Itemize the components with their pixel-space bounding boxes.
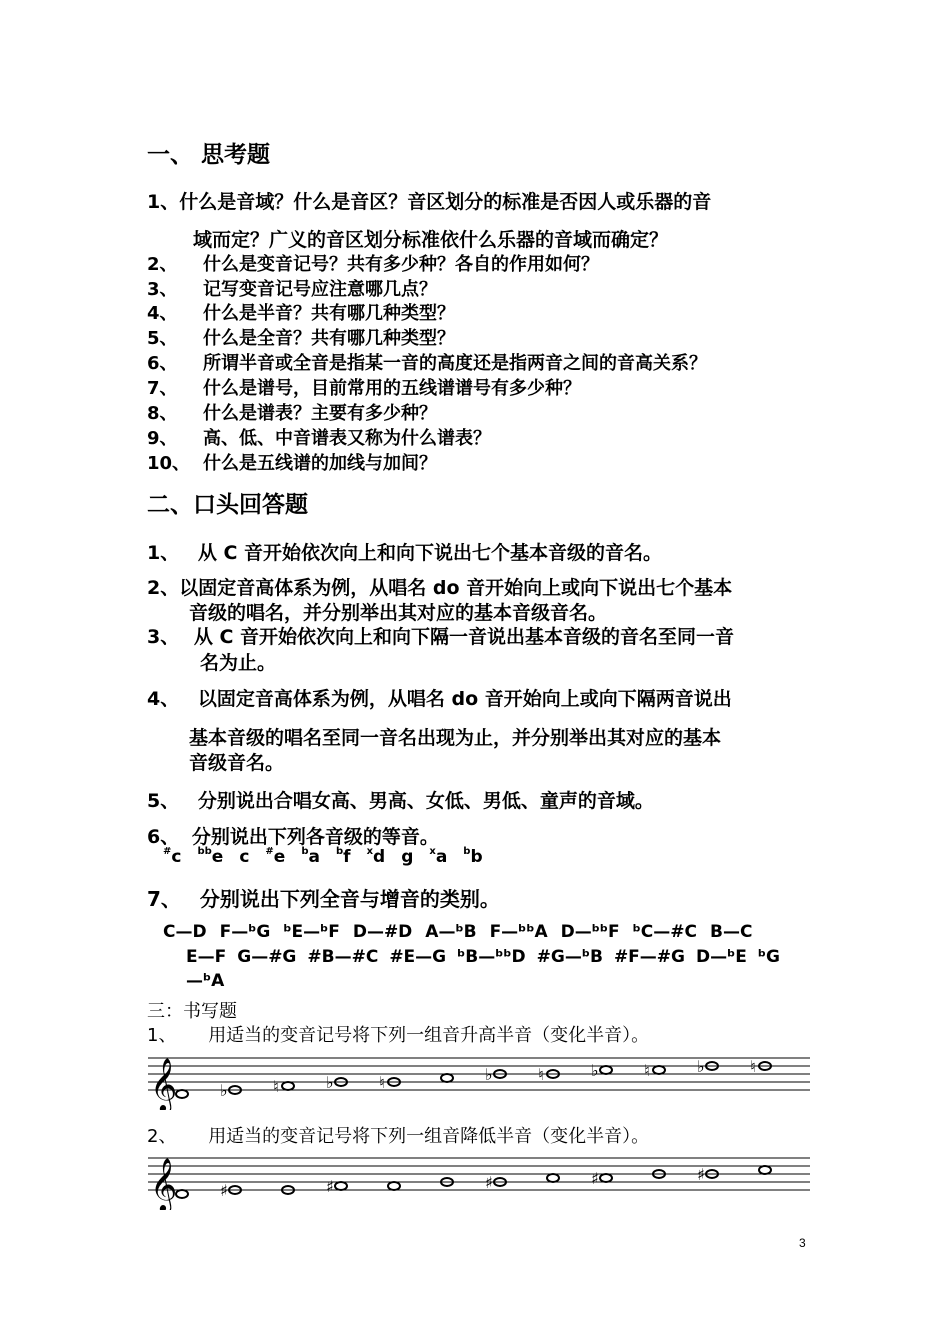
section3-title: 三：书写题 bbox=[147, 1001, 237, 1022]
enharmonic-item bbox=[336, 847, 351, 867]
w-2-num: 2、 bbox=[147, 1126, 177, 1147]
interval-item: D—ᵇᵇF bbox=[560, 922, 620, 942]
q2-4-cont2: 音级音名。 bbox=[189, 752, 285, 774]
q1-7-text: 什么是谱号，目前常用的五线谱谱号有多少种？ bbox=[203, 378, 581, 399]
q2-3-cont: 名为止。 bbox=[200, 652, 277, 674]
q1-9-num: 9、 bbox=[147, 428, 178, 449]
accidental-icon: ♯ bbox=[485, 1173, 493, 1192]
note-name: e bbox=[273, 847, 286, 867]
interval-item: ᵇE—ᵇF bbox=[283, 922, 340, 942]
q1-1-num: 1、 bbox=[147, 191, 180, 213]
q2-1-text: 从 C 音开始依次向上和向下说出七个基本音级的音名。 bbox=[197, 542, 663, 564]
q1-10 bbox=[147, 449, 437, 475]
interval-row-1 bbox=[163, 922, 765, 942]
note-name: d bbox=[373, 847, 386, 867]
interval-item: ᵇG bbox=[757, 947, 780, 967]
accidental-mark: # bbox=[265, 846, 274, 857]
treble-clef-icon: 𝄞 bbox=[150, 1157, 178, 1210]
q1-10-text: 什么是五线谱的加线与加间？ bbox=[203, 453, 437, 474]
q1-2-text: 什么是变音记号？共有多少种？各自的作用如何？ bbox=[203, 254, 599, 275]
q2-6-text: 分别说出下列各音级的等音。 bbox=[191, 826, 439, 848]
section2-title: 二、口头回答题 bbox=[147, 492, 308, 518]
w-1-text: 用适当的变音记号将下列一组音升高半音（变化半音）。 bbox=[208, 1025, 650, 1046]
accidental-icon: ♮ bbox=[379, 1073, 385, 1092]
accidental-icon: ♭ bbox=[220, 1081, 228, 1100]
q1-8-num: 8、 bbox=[147, 403, 178, 424]
q2-6-num: 6、 bbox=[147, 826, 180, 848]
accidental-icon: ♭ bbox=[326, 1073, 334, 1092]
note-head bbox=[176, 1190, 188, 1198]
q2-1-num: 1、 bbox=[147, 542, 180, 564]
note-head bbox=[176, 1090, 188, 1098]
note-head bbox=[388, 1182, 400, 1190]
q2-4-cont: 基本音级的唱名至同一音名出现为止，并分别举出其对应的基本 bbox=[189, 727, 722, 749]
note-head bbox=[759, 1166, 771, 1174]
accidental-icon: ♮ bbox=[538, 1065, 544, 1084]
interval-item: E—F bbox=[186, 947, 227, 967]
interval-item: #G—ᵇB bbox=[536, 947, 603, 967]
accidental-icon: ♮ bbox=[644, 1061, 650, 1080]
q2-3-text: 从 C 音开始依次向上和向下隔一音说出基本音级的音名至同一音 bbox=[193, 626, 735, 648]
accidental-icon: ♭ bbox=[697, 1057, 705, 1076]
interval-item: #F—#G bbox=[613, 947, 685, 967]
accidental-icon: ♯ bbox=[220, 1181, 228, 1200]
interval-row-3: —ᵇA bbox=[186, 971, 225, 991]
interval-item: ᵇB—ᵇᵇD bbox=[457, 947, 526, 967]
enharmonic-item bbox=[239, 847, 249, 867]
page-number: 3 bbox=[799, 1236, 806, 1250]
note-name: f bbox=[343, 847, 351, 867]
q1-7-num: 7、 bbox=[147, 378, 178, 399]
q1-5 bbox=[147, 324, 455, 350]
note-name: c bbox=[239, 847, 250, 867]
q1-1-text: 什么是音域？什么是音区？音区划分的标准是否因人或乐器的音 bbox=[179, 191, 712, 213]
interval-item: D—#D bbox=[352, 922, 413, 942]
note-name: b bbox=[470, 847, 483, 867]
q1-9-text: 高、低、中音谱表又称为什么谱表？ bbox=[203, 428, 491, 449]
accidental-icon: ♯ bbox=[591, 1169, 599, 1188]
q1-3 bbox=[147, 275, 437, 301]
q2-4-num: 4、 bbox=[147, 688, 180, 710]
note-name: e bbox=[211, 847, 224, 867]
q1-6-num: 6、 bbox=[147, 353, 178, 374]
note-name: g bbox=[401, 847, 414, 867]
interval-item: D—ᵇE bbox=[696, 947, 747, 967]
accidental-icon: ♯ bbox=[326, 1177, 334, 1196]
q1-5-text: 什么是全音？共有哪几种类型？ bbox=[203, 328, 455, 349]
w-2 bbox=[147, 1122, 649, 1148]
q1-8-text: 什么是谱表？主要有多少种？ bbox=[203, 403, 437, 424]
note-head bbox=[547, 1174, 559, 1182]
note-head bbox=[326, 1177, 347, 1196]
accidental-icon: ♮ bbox=[273, 1077, 279, 1096]
interval-item: #E—G bbox=[389, 947, 447, 967]
accidental-icon: ♮ bbox=[750, 1057, 756, 1076]
enharmonic-item bbox=[367, 847, 386, 867]
q1-3-num: 3、 bbox=[147, 279, 178, 300]
q1-9 bbox=[147, 424, 491, 450]
q1-8 bbox=[147, 399, 437, 425]
enharmonic-list bbox=[163, 847, 499, 867]
q2-5-num: 5、 bbox=[147, 790, 180, 812]
interval-item: G—#G bbox=[237, 947, 297, 967]
q2-5 bbox=[147, 786, 654, 813]
q2-7 bbox=[147, 883, 500, 912]
interval-item: F—ᵇG bbox=[219, 922, 271, 942]
interval-item: A—ᵇB bbox=[425, 922, 477, 942]
q2-4-text: 以固定音高体系为例，从唱名 do 音开始向上或向下隔两音说出 bbox=[197, 688, 732, 710]
interval-item: #B—#C bbox=[307, 947, 379, 967]
note-head bbox=[273, 1077, 294, 1096]
q2-5-text: 分别说出合唱女高、男高、女低、男低、童声的音域。 bbox=[197, 790, 654, 812]
accidental-icon: ♭ bbox=[485, 1065, 493, 1084]
accidental-mark: b bbox=[335, 846, 344, 857]
accidental-icon: ♯ bbox=[697, 1165, 705, 1184]
q1-2 bbox=[147, 250, 599, 276]
q2-4 bbox=[147, 684, 732, 711]
q1-5-num: 5、 bbox=[147, 328, 178, 349]
interval-item: B—C bbox=[709, 922, 753, 942]
accidental-mark: x bbox=[366, 846, 374, 857]
w-1-num: 1、 bbox=[147, 1025, 177, 1046]
accidental-mark: bb bbox=[197, 846, 212, 857]
enharmonic-item bbox=[301, 847, 320, 867]
note-name: a bbox=[435, 847, 448, 867]
q1-7 bbox=[147, 374, 581, 400]
interval-item: C—D bbox=[163, 922, 207, 942]
accidental-mark: b bbox=[463, 846, 471, 857]
enharmonic-item bbox=[197, 847, 223, 867]
enharmonic-item bbox=[401, 847, 413, 867]
accidental-mark: b bbox=[301, 846, 309, 857]
staff-1 bbox=[148, 1050, 810, 1110]
q1-3-text: 记写变音记号应注意哪几点？ bbox=[203, 279, 437, 300]
q2-2 bbox=[147, 573, 732, 600]
q1-4-text: 什么是半音？共有哪几种类型？ bbox=[203, 303, 455, 324]
q1-2-num: 2、 bbox=[147, 254, 178, 275]
enharmonic-item bbox=[429, 847, 447, 867]
q2-2-text: 以固定音高体系为例，从唱名 do 音开始向上或向下说出七个基本 bbox=[179, 577, 733, 599]
accidental-icon: ♭ bbox=[591, 1061, 599, 1080]
w-1 bbox=[147, 1021, 649, 1047]
q1-6-text: 所谓半音或全音是指某一音的高度还是指两音之间的音高关系？ bbox=[203, 353, 707, 374]
accidental-mark: x bbox=[429, 846, 436, 857]
q1-4 bbox=[147, 299, 455, 325]
q2-7-text: 分别说出下列全音与增音的类别。 bbox=[199, 887, 500, 911]
q2-2-cont: 音级的唱名，并分别举出其对应的基本音级音名。 bbox=[189, 602, 608, 624]
interval-row-2 bbox=[186, 947, 791, 967]
note-head bbox=[644, 1061, 665, 1080]
q1-1 bbox=[147, 187, 711, 214]
w-2-text: 用适当的变音记号将下列一组音降低半音（变化半音）。 bbox=[208, 1126, 650, 1147]
note-name: a bbox=[308, 847, 320, 867]
note-name: c bbox=[171, 847, 182, 867]
q2-7-num: 7、 bbox=[147, 887, 181, 911]
enharmonic-item bbox=[463, 847, 482, 867]
staff-2 bbox=[148, 1150, 810, 1210]
interval-item: ᵇC—#C bbox=[632, 922, 697, 942]
q2-3-num: 3、 bbox=[147, 626, 180, 648]
enharmonic-item bbox=[265, 847, 285, 867]
q2-2-num: 2、 bbox=[147, 577, 180, 599]
q1-10-num: 10、 bbox=[147, 453, 191, 474]
q1-4-num: 4、 bbox=[147, 303, 178, 324]
q2-1 bbox=[147, 538, 662, 565]
note-head bbox=[591, 1061, 612, 1080]
accidental-mark: # bbox=[163, 846, 172, 857]
treble-clef-icon: 𝄞 bbox=[150, 1057, 178, 1110]
section1-title: 一、 思考题 bbox=[147, 142, 271, 168]
q1-1-cont: 域而定？广义的音区划分标准依什么乐器的音域而确定？ bbox=[193, 229, 669, 251]
q2-3 bbox=[147, 622, 734, 649]
interval-item: F—ᵇᵇA bbox=[489, 922, 548, 942]
note-head bbox=[441, 1074, 453, 1082]
q2-6 bbox=[147, 822, 439, 849]
note-head bbox=[591, 1169, 612, 1188]
q1-6 bbox=[147, 349, 707, 375]
enharmonic-item bbox=[163, 847, 181, 867]
